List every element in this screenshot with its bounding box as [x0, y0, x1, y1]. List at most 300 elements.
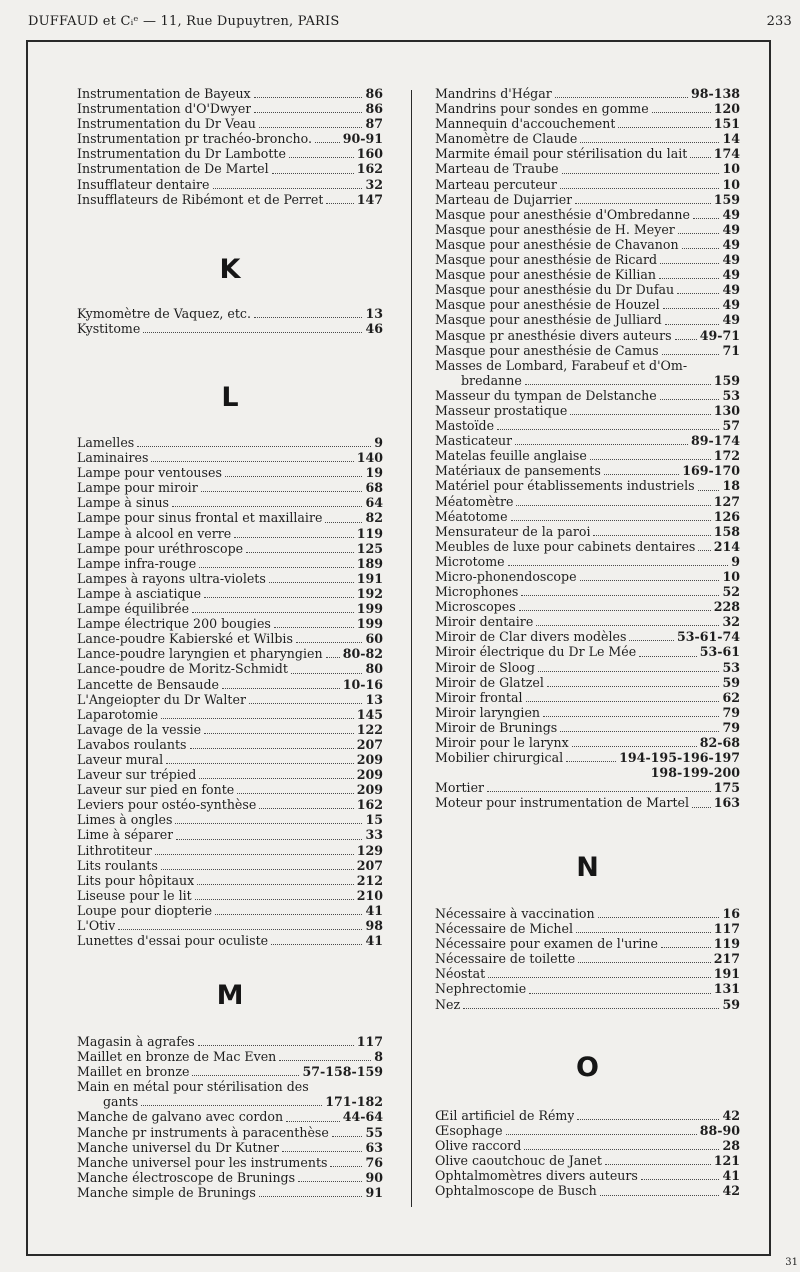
- index-entry: [435, 177, 740, 192]
- entry-label: Moteur pour instrumentation de Martel: [435, 795, 690, 811]
- entry-page: 49: [722, 206, 740, 222]
- entry-page: 159: [713, 372, 740, 388]
- entry-label: Lampe infra-rouge: [77, 555, 197, 571]
- entry-page: 49-71: [699, 327, 740, 343]
- index-entry: [77, 646, 383, 661]
- dot-leader: [690, 157, 710, 158]
- index-entry: [77, 1094, 383, 1109]
- entry-page: 174: [713, 146, 740, 162]
- dot-leader: [463, 1008, 719, 1009]
- dot-leader: [506, 1134, 697, 1135]
- entry-label: Laminaires: [77, 450, 149, 466]
- entry-page: 42: [722, 1183, 740, 1199]
- dot-leader: [515, 444, 688, 445]
- entry-page: 49: [722, 312, 740, 328]
- index-list-o: [435, 1108, 740, 1199]
- dot-leader: [298, 1181, 362, 1182]
- dot-leader: [562, 173, 720, 174]
- index-entry: [435, 1138, 740, 1153]
- entry-label: Loupe pour diopterie: [77, 902, 213, 918]
- entry-label: Miroir de Clar divers modèles: [435, 629, 627, 645]
- dot-leader: [693, 218, 720, 219]
- section-letter-n: N: [576, 852, 599, 883]
- entry-page: 53-61: [699, 644, 740, 660]
- index-entry: [77, 146, 383, 161]
- index-entry: [77, 767, 383, 782]
- entry-page: 9: [374, 435, 383, 450]
- entry-page: 57-158-159: [302, 1064, 383, 1080]
- dot-leader: [566, 761, 616, 762]
- entry-label: Mortier: [435, 780, 485, 796]
- corner-mark: 31: [785, 1257, 798, 1268]
- dot-leader: [682, 248, 720, 249]
- entry-page: 14: [722, 131, 740, 147]
- entry-label: Miroir de Brunings: [435, 719, 558, 735]
- entry-label: bredanne: [461, 372, 522, 388]
- entry-page: 119: [713, 936, 740, 952]
- index-entry: [77, 1079, 383, 1094]
- entry-label: Marteau percuteur: [435, 176, 557, 192]
- index-list-m-left: [77, 1034, 383, 1200]
- entry-label: Marteau de Dujarrier: [435, 191, 573, 207]
- dot-leader: [161, 718, 354, 719]
- entry-label: Masseur prostatique: [435, 402, 568, 418]
- entry-label: Masticateur: [435, 433, 513, 449]
- entry-page: 49: [722, 282, 740, 298]
- section-letter-o: O: [576, 1052, 599, 1083]
- dot-leader: [698, 550, 710, 551]
- entry-page: 117: [356, 1034, 383, 1049]
- entry-label: Matériel pour établissements industriels: [435, 478, 695, 494]
- index-entry: [77, 903, 383, 918]
- index-entry: [435, 690, 740, 705]
- entry-page: 49: [722, 236, 740, 252]
- dot-leader: [662, 354, 720, 355]
- dot-leader: [488, 977, 711, 978]
- index-entry: [435, 358, 740, 373]
- entry-label: Maillet en bronze de Mac Even: [77, 1049, 277, 1065]
- entry-label: Nephrectomie: [435, 981, 527, 997]
- dot-leader: [487, 791, 711, 792]
- entry-page: 169-170: [682, 463, 740, 479]
- dot-leader: [254, 317, 362, 318]
- index-entry: [77, 526, 383, 541]
- dot-leader: [254, 112, 362, 113]
- dot-leader: [692, 807, 711, 808]
- entry-label: Masque pour anesthésie de Houzel: [435, 297, 660, 313]
- entry-label: Marmite émail pour stérilisation du lait: [435, 146, 688, 162]
- dot-leader: [580, 580, 720, 581]
- entry-label: Lance-poudre Kabierské et Wilbis: [77, 631, 293, 647]
- index-entry: [77, 918, 383, 933]
- entry-page: 131: [713, 981, 740, 997]
- dot-leader: [660, 263, 719, 264]
- dot-leader: [677, 293, 719, 294]
- entry-label: Ophtalmomètres divers auteurs: [435, 1168, 638, 1184]
- index-list-l: [77, 435, 383, 948]
- entry-label: Meubles de luxe pour cabinets dentaires: [435, 538, 696, 554]
- entry-page: 158: [713, 523, 740, 539]
- dot-leader: [271, 944, 362, 945]
- index-entry: [435, 418, 740, 433]
- entry-label: Matériaux de pansements: [435, 463, 601, 479]
- entry-label: Instrumentation d'O'Dwyer: [77, 101, 252, 117]
- entry-page: 119: [356, 525, 383, 541]
- dot-leader: [204, 733, 354, 734]
- entry-page: 64: [365, 495, 383, 511]
- index-entry: [77, 571, 383, 586]
- entry-page: 9: [731, 553, 740, 569]
- entry-label: Lampe électrique 200 bougies: [77, 616, 271, 632]
- entry-label: Œsophage: [435, 1123, 503, 1139]
- entry-label: Nécessaire de toilette: [435, 951, 576, 967]
- dot-leader: [279, 1060, 371, 1061]
- dot-leader: [282, 1151, 362, 1152]
- dot-leader: [529, 993, 710, 994]
- entry-page: 28: [722, 1138, 740, 1154]
- entry-page: 46: [365, 321, 383, 337]
- dot-leader: [199, 778, 353, 779]
- entry-page: 98: [365, 918, 383, 933]
- dot-leader: [508, 565, 729, 566]
- dot-leader: [698, 490, 720, 491]
- entry-page: 41: [722, 1168, 740, 1184]
- entry-page: 82: [365, 510, 383, 526]
- entry-label: Liseuse pour le lit: [77, 887, 192, 903]
- entry-page: 32: [365, 176, 383, 192]
- index-entry: [77, 722, 383, 737]
- dot-leader: [286, 1121, 340, 1122]
- index-entry: [435, 780, 740, 795]
- dot-leader: [519, 610, 711, 611]
- dot-leader: [660, 399, 720, 400]
- entry-label: Marteau de Traube: [435, 161, 559, 177]
- index-entry: [77, 1140, 383, 1155]
- entry-label: Miroir pour le larynx: [435, 735, 569, 751]
- index-entry: [435, 297, 740, 312]
- entry-page: 210: [356, 887, 383, 903]
- dot-leader: [192, 612, 354, 613]
- entry-label: Manomètre de Claude: [435, 131, 578, 147]
- entry-label: Mannequin d'accouchement: [435, 116, 616, 132]
- index-entry: [77, 888, 383, 903]
- entry-label: Magasin à agrafes: [77, 1034, 195, 1049]
- entry-page: 88-90: [699, 1123, 740, 1139]
- index-entry: [435, 509, 740, 524]
- index-entry: [435, 720, 740, 735]
- index-entry: [435, 644, 740, 659]
- dot-leader: [576, 932, 711, 933]
- entry-page: 91: [365, 1184, 383, 1200]
- dot-leader: [639, 656, 697, 657]
- entry-label: Lavabos roulants: [77, 736, 187, 752]
- entry-label: Insufflateurs de Ribémont et de Perret: [77, 191, 324, 207]
- entry-label: Masses de Lombard, Farabeuf et d'Om-: [435, 357, 688, 373]
- dot-leader: [296, 642, 363, 643]
- dot-leader: [572, 746, 697, 747]
- index-entry: [77, 737, 383, 752]
- entry-label: Miroir dentaire: [435, 614, 534, 630]
- dot-leader: [538, 671, 719, 672]
- index-entry: [435, 735, 740, 750]
- entry-label: Manche pr instruments à paracenthèse: [77, 1124, 329, 1140]
- entry-page: 129: [356, 842, 383, 858]
- entry-page: 98-138: [690, 86, 740, 101]
- index-entry: [435, 629, 740, 644]
- entry-page: 191: [356, 570, 383, 586]
- index-entry: [77, 541, 383, 556]
- entry-page: 10: [722, 569, 740, 584]
- index-entry: [435, 312, 740, 327]
- page-number: 233: [766, 14, 792, 29]
- index-entry: [435, 131, 740, 146]
- index-entry: [77, 782, 383, 797]
- dot-leader: [580, 142, 719, 143]
- index-entry: [435, 921, 740, 936]
- index-entry: [77, 177, 383, 192]
- entry-label: Masque pour anesthésie d'Ombredanne: [435, 206, 690, 222]
- index-entry: [77, 1109, 383, 1124]
- dot-leader: [315, 142, 340, 143]
- entry-label: Instrumentation pr trachéo-broncho.: [77, 131, 313, 147]
- index-entry: [77, 661, 383, 676]
- index-entry: [77, 843, 383, 858]
- dot-leader: [269, 582, 354, 583]
- entry-label: Lits roulants: [77, 857, 158, 873]
- entry-page: 209: [356, 782, 383, 798]
- entry-label: Masque pour anesthésie de H. Meyer: [435, 221, 675, 237]
- entry-page: 207: [356, 736, 383, 752]
- entry-label: Manche universel pour les instruments: [77, 1154, 328, 1170]
- entry-page: 32: [722, 614, 740, 630]
- entry-page: 79: [722, 719, 740, 735]
- dot-leader: [254, 97, 363, 98]
- entry-page: 52: [722, 584, 740, 600]
- index-entry: [77, 933, 383, 948]
- entry-label: Laveur sur pied en fonte: [77, 782, 235, 798]
- dot-leader: [225, 476, 363, 477]
- index-entry: [435, 660, 740, 675]
- entry-page: 130: [713, 402, 740, 418]
- dot-leader: [234, 537, 353, 538]
- entry-page: 33: [365, 827, 383, 843]
- dot-leader: [192, 1075, 299, 1076]
- dot-leader: [155, 854, 354, 855]
- dot-leader: [201, 491, 363, 492]
- index-entry: [435, 403, 740, 418]
- index-entry: [77, 873, 383, 888]
- dot-leader: [570, 414, 710, 415]
- index-entry: [77, 86, 383, 101]
- index-entry: [435, 161, 740, 176]
- index-entry: [435, 539, 740, 554]
- entry-label: Leviers pour ostéo-synthèse: [77, 797, 257, 813]
- entry-page: 53-61-74: [676, 629, 740, 645]
- entry-label: Mastoïde: [435, 418, 495, 434]
- entry-page: 57: [722, 418, 740, 434]
- entry-page: 171-182: [325, 1094, 383, 1110]
- entry-label: Instrumentation du Dr Lambotte: [77, 146, 286, 162]
- section-letter-l: L: [221, 382, 239, 413]
- dot-leader: [118, 929, 362, 930]
- entry-label: Lavage de la vessie: [77, 721, 202, 737]
- entry-page: 209: [356, 767, 383, 783]
- index-entry: [435, 981, 740, 996]
- entry-page: 82-68: [699, 735, 740, 751]
- entry-label: Microphones: [435, 584, 519, 600]
- entry-label: Lits pour hôpitaux: [77, 872, 195, 888]
- entry-label: Lampe pour miroir: [77, 480, 198, 496]
- entry-page: 162: [356, 161, 383, 177]
- index-entry: [77, 586, 383, 601]
- entry-page: 41: [365, 902, 383, 918]
- dot-leader: [521, 595, 719, 596]
- index-entry: [435, 599, 740, 614]
- entry-page: 80-82: [342, 646, 383, 662]
- index-entry: [435, 267, 740, 282]
- dot-leader: [598, 917, 720, 918]
- entry-label: Manche électroscope de Brunings: [77, 1169, 296, 1185]
- dot-leader: [175, 823, 362, 824]
- entry-page: 214: [713, 538, 740, 554]
- index-entry: [435, 705, 740, 720]
- entry-label: Miroir frontal: [435, 689, 523, 705]
- entry-label: Masque pr anesthésie divers auteurs: [435, 327, 672, 343]
- index-entry: [435, 584, 740, 599]
- dot-leader: [274, 627, 354, 628]
- entry-page: 159: [713, 191, 740, 207]
- index-entry: [77, 1155, 383, 1170]
- entry-page: 145: [356, 706, 383, 722]
- entry-label: Micro-phonendoscope: [435, 569, 577, 584]
- entry-label: Microtome: [435, 553, 505, 569]
- dot-leader: [659, 278, 719, 279]
- dot-leader: [332, 1136, 363, 1137]
- entry-label: Lancette de Bensaude: [77, 676, 219, 692]
- column-divider: [411, 90, 412, 1207]
- dot-leader: [641, 1179, 720, 1180]
- entry-label: Kystitome: [77, 321, 141, 337]
- index-entry: [435, 1123, 740, 1138]
- entry-label: Lithrotiteur: [77, 842, 152, 858]
- index-entry: [435, 936, 740, 951]
- index-entry: [77, 797, 383, 812]
- dot-leader: [137, 446, 371, 447]
- dot-leader: [151, 461, 353, 462]
- index-entry: [435, 1153, 740, 1168]
- dot-leader: [618, 127, 710, 128]
- entry-label: Lamelles: [77, 435, 135, 450]
- dot-leader: [215, 914, 362, 915]
- dot-leader: [222, 688, 340, 689]
- entry-label: Miroir de Sloog: [435, 659, 535, 675]
- index-entry: [435, 569, 740, 584]
- entry-page: 19: [365, 465, 383, 481]
- index-entry: [77, 812, 383, 827]
- entry-page: 140: [356, 450, 383, 466]
- index-entry: [435, 343, 740, 358]
- entry-page: 175: [713, 780, 740, 796]
- dot-leader: [575, 203, 710, 204]
- entry-label: Masque pour anesthésie de Julliard: [435, 312, 662, 328]
- entry-label: Nez: [435, 996, 461, 1012]
- entry-label: Instrumentation du Dr Veau: [77, 116, 256, 132]
- entry-label: Lampe pour ventouses: [77, 465, 222, 481]
- index-entry: [435, 795, 740, 810]
- entry-label: Instrumentation de De Martel: [77, 161, 269, 177]
- entry-page: 90: [365, 1169, 383, 1185]
- index-entry: [77, 101, 383, 116]
- entry-label: Main en métal pour stérilisation des: [77, 1079, 309, 1095]
- index-entry: [77, 1049, 383, 1064]
- dot-leader: [161, 869, 354, 870]
- dot-leader: [511, 520, 711, 521]
- index-entry: [435, 252, 740, 267]
- dot-leader: [143, 332, 362, 333]
- dot-leader: [197, 884, 353, 885]
- index-entry: [77, 306, 383, 321]
- entry-label: Laveur sur trépied: [77, 767, 197, 783]
- dot-leader: [141, 1105, 322, 1106]
- entry-label: Laveur mural: [77, 751, 164, 767]
- index-entry: [435, 906, 740, 921]
- index-entry: [77, 677, 383, 692]
- index-entry: [435, 448, 740, 463]
- dot-leader: [629, 640, 674, 641]
- dot-leader: [547, 686, 720, 687]
- index-entry: [77, 161, 383, 176]
- entry-label: Lampe à asciatique: [77, 585, 202, 601]
- entry-page: 207: [356, 857, 383, 873]
- dot-leader: [578, 962, 711, 963]
- dot-leader: [259, 1196, 363, 1197]
- entry-label: Mobilier chirurgical: [435, 750, 564, 766]
- index-entry: [435, 328, 740, 343]
- index-entry: [77, 192, 383, 207]
- dot-leader: [560, 188, 720, 189]
- entry-label: Néostat: [435, 966, 486, 982]
- entry-page: 163: [713, 795, 740, 811]
- entry-page: 18: [722, 478, 740, 494]
- entry-page: 127: [713, 493, 740, 509]
- dot-leader: [213, 188, 363, 189]
- dot-leader: [190, 748, 354, 749]
- entry-page: 191: [713, 966, 740, 982]
- index-entry: [435, 116, 740, 131]
- index-list-k: [77, 306, 383, 336]
- entry-label: Méatotome: [435, 508, 508, 524]
- index-list-i: [77, 86, 383, 207]
- entry-label: Lampe à alcool en verre: [77, 525, 232, 541]
- entry-page: 49: [722, 252, 740, 268]
- index-entry: [435, 997, 740, 1012]
- index-entry: [77, 480, 383, 495]
- index-entry: [435, 433, 740, 448]
- index-entry: [77, 1185, 383, 1200]
- index-entry: [77, 631, 383, 646]
- entry-page: 41: [365, 933, 383, 949]
- entry-page: 125: [356, 540, 383, 556]
- dot-leader: [497, 429, 719, 430]
- dot-leader: [172, 506, 362, 507]
- dot-leader: [516, 505, 710, 506]
- entry-page: 172: [713, 448, 740, 464]
- dot-leader: [536, 625, 719, 626]
- entry-page: 10-16: [342, 676, 383, 692]
- index-entry: [435, 146, 740, 161]
- entry-page: 122: [356, 721, 383, 737]
- dot-leader: [289, 157, 354, 158]
